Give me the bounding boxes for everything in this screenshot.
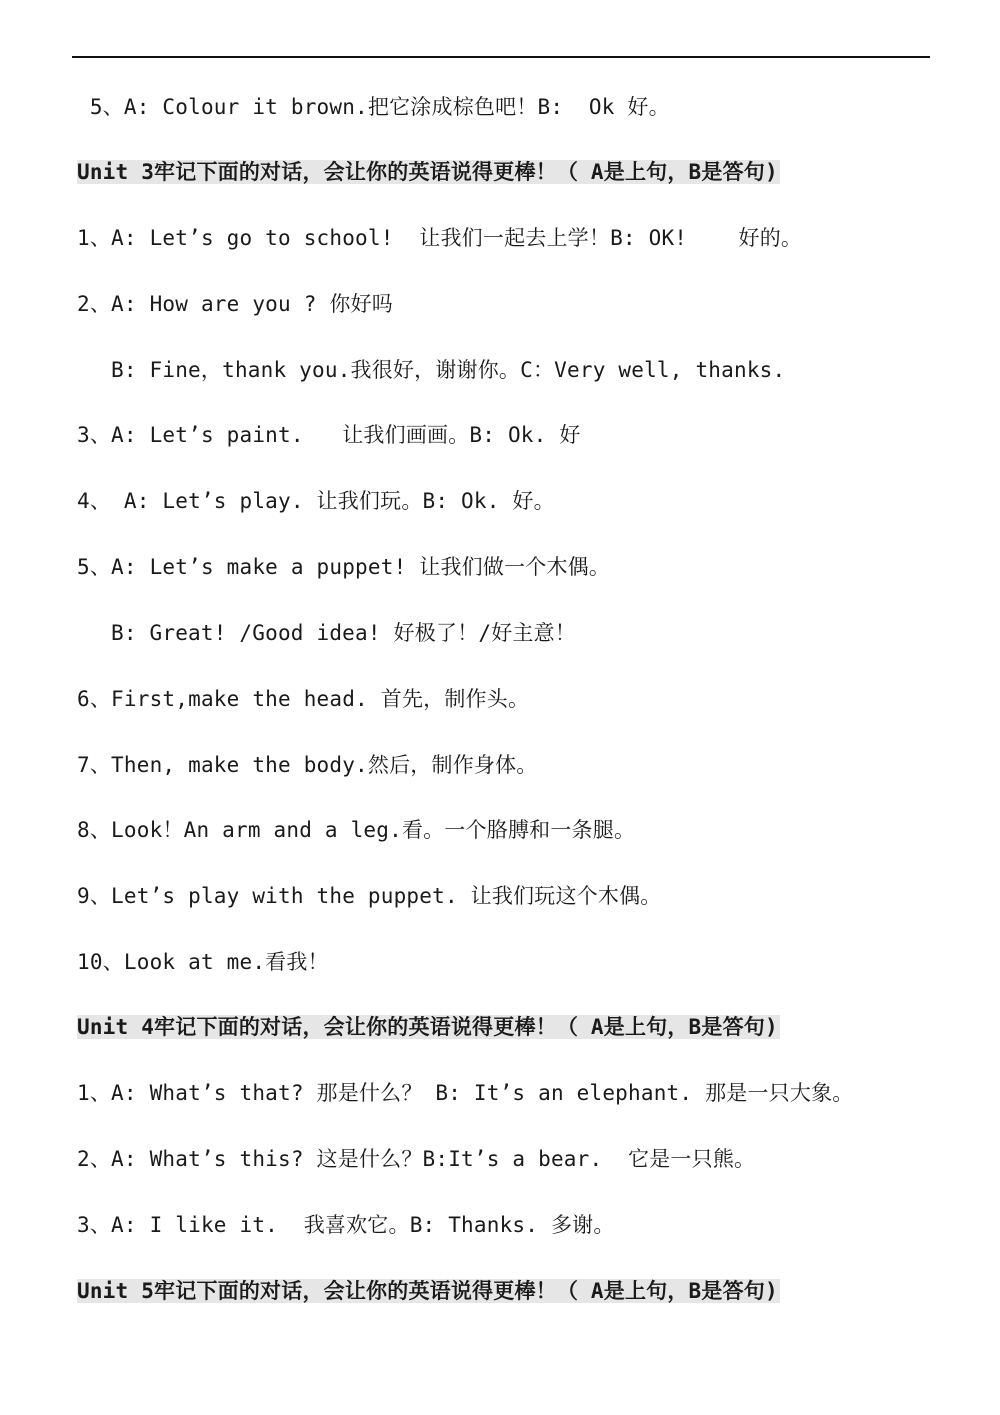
unit-5-heading: [77, 1276, 780, 1306]
dialogue-line: 1、A: What’s that? 那是什么？ B: It’s an elephant. 那是一只大象。: [77, 1081, 854, 1105]
dialogue-line: 5、A: Colour it brown.把它涂成棕色吧！B: Ok 好。: [77, 95, 670, 119]
top-rule: [72, 56, 930, 58]
heading-text: Unit 5牢记下面的对话，会让你的英语说得更棒！（ A是上句，B是答句): [77, 1279, 778, 1303]
dialogue-line: 4、 A: Let’s play. 让我们玩。B: Ok. 好。: [77, 489, 555, 513]
dialogue-line: 3、A: I like it. 我喜欢它。B: Thanks. 多谢。: [77, 1213, 615, 1237]
dialogue-line: 8、Look！An arm and a leg.看。一个胳膊和一条腿。: [77, 818, 636, 842]
dialogue-line: 2、A: What’s this? 这是什么？B:It’s a bear. 它是一只熊。: [77, 1147, 756, 1171]
dialogue-line: B: Fine，thank you.我很好，谢谢你。C：Very well, thanks.: [111, 358, 786, 382]
unit-4-heading: [77, 1012, 780, 1042]
dialogue-line: 10、Look at me.看我！: [77, 950, 329, 974]
dialogue-line: B: Great! /Good idea! 好极了！/好主意！: [111, 621, 576, 645]
dialogue-line: 1、A: Let’s go to school! 让我们一起去上学！B: OK! 好的。: [77, 226, 803, 250]
dialogue-line: 9、Let’s play with the puppet. 让我们玩这个木偶。: [77, 884, 662, 908]
dialogue-line: 6、First,make the head. 首先，制作头。: [77, 687, 530, 711]
heading-text: Unit 3牢记下面的对话，会让你的英语说得更棒！（ A是上句，B是答句): [77, 160, 778, 184]
dialogue-line: 5、A: Let’s make a puppet! 让我们做一个木偶。: [77, 555, 611, 579]
dialogue-line: 7、Then, make the body.然后，制作身体。: [77, 753, 538, 777]
dialogue-line: 3、A: Let’s paint. 让我们画画。B: Ok. 好: [77, 423, 581, 447]
dialogue-line: 2、A: How are you ? 你好吗: [77, 292, 393, 316]
heading-text: Unit 4牢记下面的对话，会让你的英语说得更棒！（ A是上句，B是答句): [77, 1015, 778, 1039]
unit-3-heading: [77, 157, 780, 187]
